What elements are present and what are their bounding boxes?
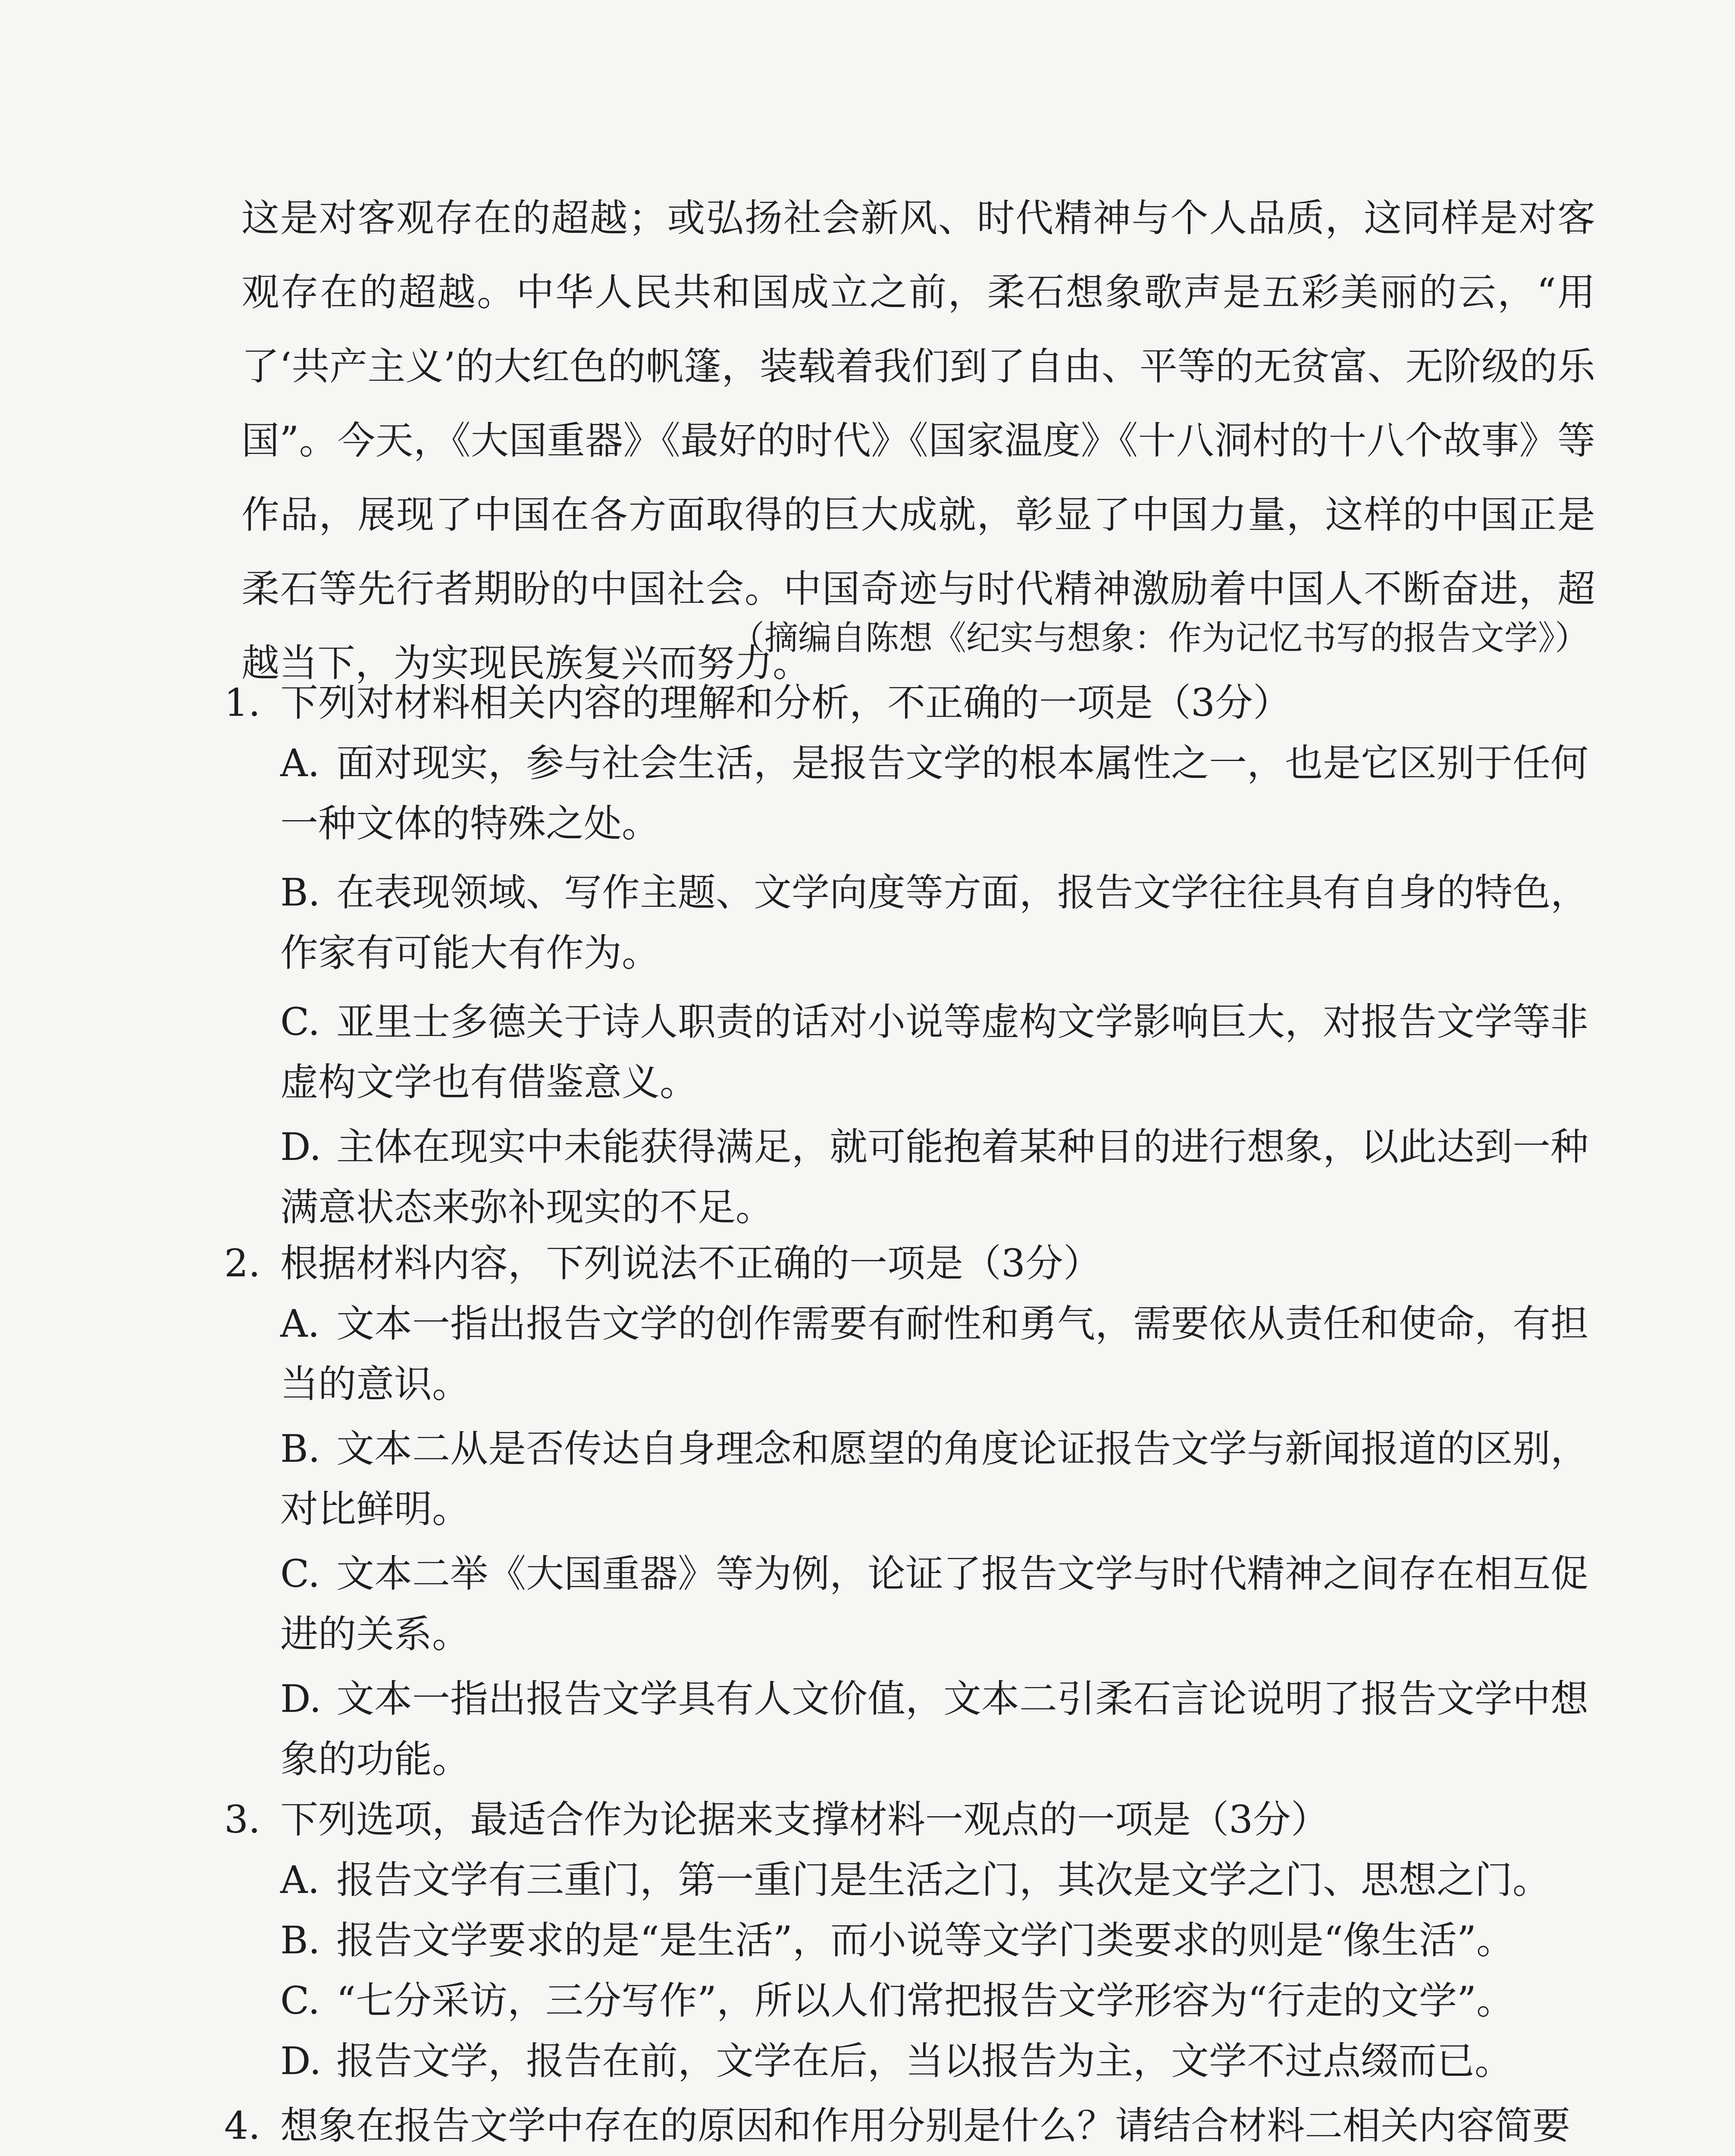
option-letter: C. [280,1978,320,2023]
passage-source: （摘编自陈想《纪实与想象：作为记忆书写的报告文学》） [730,619,1588,658]
option-letter: A. [280,1301,320,1346]
question-number: 3. [224,1797,260,1842]
option-text: “七分采访，三分写作”，所以人们常把报告文学形容为“行走的文学”。 [336,1978,1514,2023]
question-text: 想象在报告文学中存在的原因和作用分别是什么？请结合材料二相关内容简要 [280,2103,1571,2148]
option-letter: A. [280,1858,320,1902]
option-letter: D. [280,1125,322,1169]
option-letter: D. [280,1677,322,1721]
question-2-option-a [280,1294,1595,1414]
question-2-option-d [280,1669,1595,1789]
option-text: 报告文学要求的是“是生活”，而小说等文学门类要求的则是“像生活”。 [336,1918,1514,1962]
option-text: 报告文学有三重门，第一重门是生活之门，其次是文学之门、思想之门。 [336,1858,1551,1902]
option-letter: B. [280,1426,320,1471]
question-4-stem [224,2096,1595,2156]
option-text: 文本二从是否传达自身理念和愿望的角度论证报告文学与新闻报道的区别，对比鲜明。 [280,1426,1589,1531]
question-3-option-c [280,1971,1595,2031]
question-1-option-c [280,992,1595,1112]
option-letter: B. [280,1918,320,1962]
option-letter: D. [280,2039,322,2083]
option-text: 文本一指出报告文学的创作需要有耐性和勇气，需要依从责任和使命，有担当的意识。 [280,1301,1589,1406]
option-text: 面对现实，参与社会生活，是报告文学的根本属性之一，也是它区别于任何一种文体的特殊之处。 [280,741,1589,846]
question-3-stem [224,1789,1595,1850]
question-2-stem [224,1233,1595,1294]
option-letter: B. [280,870,320,915]
question-1-option-a [280,733,1595,854]
question-number: 2. [224,1241,260,1285]
question-3-option-b [280,1910,1595,1971]
option-text: 在表现领域、写作主题、文学向度等方面，报告文学往往具有自身的特色，作家有可能大有作为。 [280,870,1589,975]
option-text: 文本一指出报告文学具有人文价值，文本二引柔石言论说明了报告文学中想象的功能。 [280,1677,1589,1781]
question-1-stem [224,673,1595,733]
question-2-option-c [280,1544,1595,1664]
question-number: 4. [224,2103,260,2148]
question-1-option-b [280,862,1595,983]
question-3-option-a [280,1850,1595,1910]
option-letter: C. [280,1000,320,1044]
question-2-option-b [280,1419,1595,1539]
question-text: 根据材料内容，下列说法不正确的一项是（3分） [280,1241,1101,1285]
option-text: 文本二举《大国重器》等为例，论证了报告文学与时代精神之间存在相互促进的关系。 [280,1551,1589,1656]
option-text: 亚里士多德关于诗人职责的话对小说等虚构文学影响巨大，对报告文学等非虚构文学也有借鉴意义。 [280,1000,1589,1104]
question-text: 下列选项，最适合作为论据来支撑材料一观点的一项是（3分） [280,1797,1329,1842]
question-1-option-d [280,1117,1595,1238]
passage-paragraph: 这是对客观存在的超越；或弘扬社会新风、时代精神与个人品质，这同样是对客观存在的超越。中华人民共和国成立之前，柔石想象歌声是五彩美丽的云，“用了‘共产主义’的大红色的帆篷，装载着我们到了自由、平等的无贫富、无阶级的乐国”。今天，《大国重器》《最好的时代》《国家温度》《十八洞村的十八个故事》等作品，展现了中国在各方面取得的巨大成就，彰显了中国力量，这样的中国正是柔石等先行者期盼的中国社会。中国奇迹与时代精神激励着中国人不断奋进，超越当下，为实现民族复兴而努力。 [241,196,1595,685]
option-text: 报告文学，报告在前，文学在后，当以报告为主，文学不过点缀而已。 [336,2039,1513,2083]
option-text: 主体在现实中未能获得满足，就可能抱着某种目的进行想象，以此达到一种满意状态来弥补现实的不足。 [280,1125,1589,1229]
question-text: 下列对材料相关内容的理解和分析，不正确的一项是（3分） [280,680,1291,725]
question-3-option-d [280,2031,1595,2091]
question-number: 1. [224,680,260,725]
option-letter: A. [280,741,320,785]
option-letter: C. [280,1551,320,1596]
